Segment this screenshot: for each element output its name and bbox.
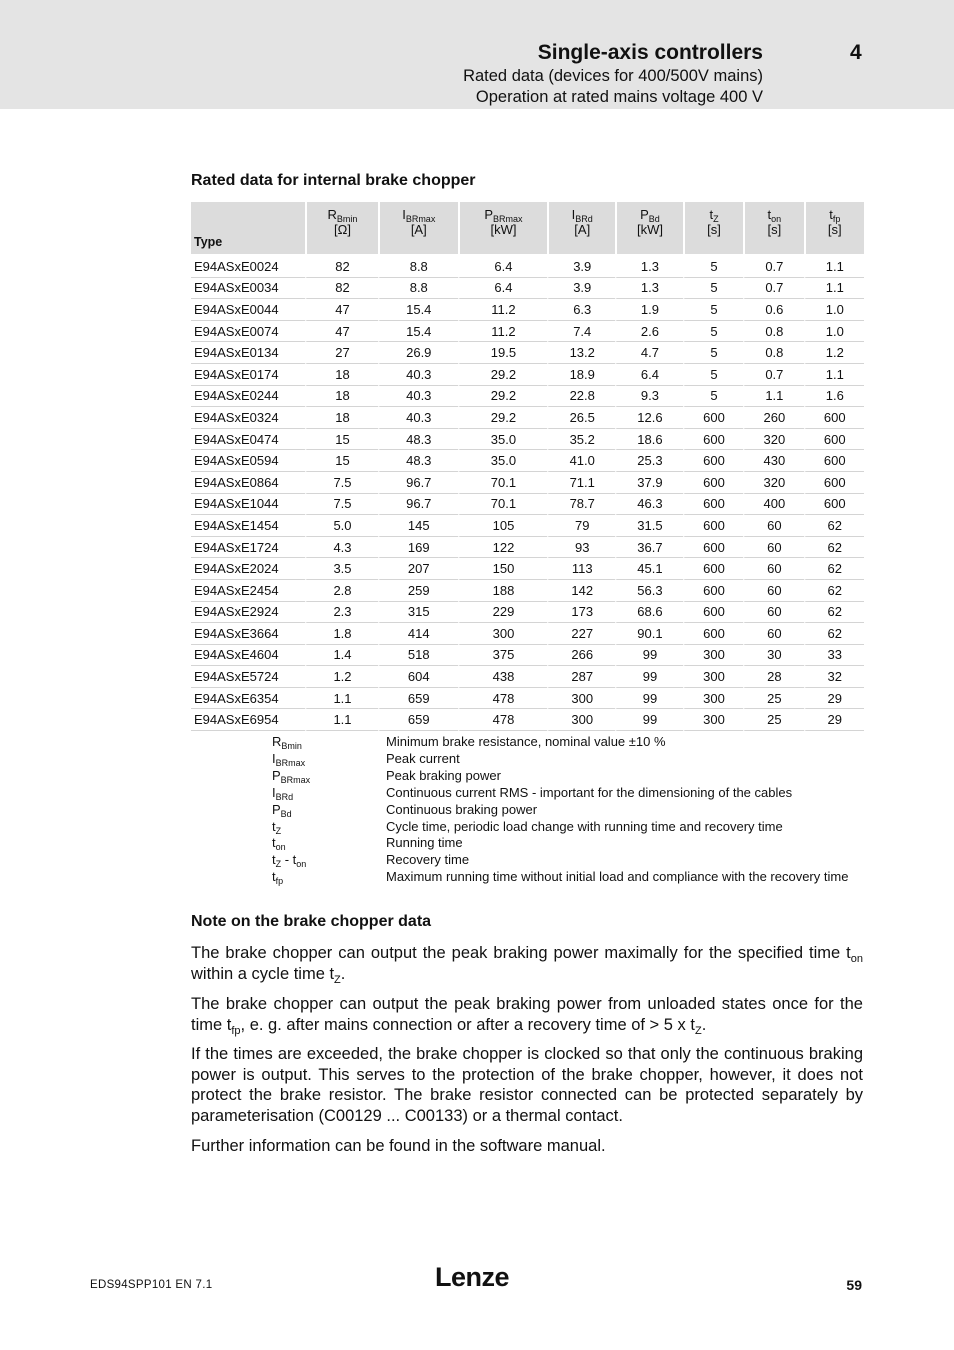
value-cell: 287 [547,666,615,688]
value-cell: 659 [378,688,458,710]
value-cell: 600 [804,407,864,429]
value-cell: 600 [804,429,864,451]
type-cell: E94ASxE0864 [191,472,305,494]
table-row [191,450,864,472]
value-cell: 229 [458,602,548,624]
value-cell: 99 [615,666,683,688]
value-cell: 600 [683,429,743,451]
legend-description: Minimum brake resistance, nominal value ±10 % [386,734,666,749]
value-cell: 19.5 [458,342,548,364]
symbol-legend [272,734,864,886]
type-cell: E94ASxE6954 [191,709,305,731]
table-row [191,688,864,710]
value-cell: 600 [683,558,743,580]
type-cell: E94ASxE0134 [191,342,305,364]
value-cell: 600 [804,494,864,516]
table-row [191,429,864,451]
value-cell: 1.1 [804,254,864,278]
table-row [191,623,864,645]
legend-symbol: $R_{Bmin}$ [272,734,302,751]
value-cell: 5.0 [305,515,378,537]
value-cell: 41.0 [547,450,615,472]
value-cell: 90.1 [615,623,683,645]
value-cell: 6.4 [615,364,683,386]
value-cell: 62 [804,602,864,624]
value-cell: 25 [743,688,803,710]
value-cell: 68.6 [615,602,683,624]
table-row [191,321,864,343]
chapter-subtitle-2: Operation at rated mains voltage 400 V [475,88,763,106]
value-cell: 8.8 [378,278,458,300]
value-cell: 35.0 [458,450,548,472]
type-cell: E94ASxE2924 [191,602,305,624]
legend-item [272,734,864,751]
value-cell: 300 [683,645,743,667]
value-cell: 0.8 [743,342,803,364]
value-cell: 600 [683,472,743,494]
value-cell: 5 [683,364,743,386]
value-cell: 0.7 [743,278,803,300]
type-cell: E94ASxE5724 [191,666,305,688]
value-cell: 300 [458,623,548,645]
value-cell: 28 [743,666,803,688]
value-cell: 600 [683,450,743,472]
table-row [191,515,864,537]
type-cell: E94ASxE1724 [191,537,305,559]
column-header: $P_{BRmax}$ [kW] [458,202,548,254]
value-cell: 25.3 [615,450,683,472]
legend-item [272,785,864,802]
value-cell: 5 [683,278,743,300]
type-cell: E94ASxE0024 [191,254,305,278]
value-cell: 5 [683,342,743,364]
chapter-title: Single-axis controllers [537,41,763,64]
value-cell: 32 [804,666,864,688]
legend-item [272,768,864,785]
column-header: $t_{fp}$ [s] [804,202,864,254]
type-cell: E94ASxE2024 [191,558,305,580]
legend-item [272,751,864,768]
value-cell: 35.0 [458,429,548,451]
section-title: Rated data for internal brake chopper [191,172,476,189]
value-cell: 29.2 [458,407,548,429]
value-cell: 1.1 [305,709,378,731]
value-cell: 37.9 [615,472,683,494]
value-cell: 79 [547,515,615,537]
value-cell: 60 [743,623,803,645]
value-cell: 1.6 [804,386,864,408]
value-cell: 105 [458,515,548,537]
value-cell: 62 [804,623,864,645]
value-cell: 18 [305,407,378,429]
type-cell: E94ASxE0044 [191,299,305,321]
value-cell: 5 [683,321,743,343]
footer-document-id: EDS94SPP101 EN 7.1 [90,1279,213,1291]
value-cell: 478 [458,709,548,731]
value-cell: 150 [458,558,548,580]
value-cell: 207 [378,558,458,580]
type-cell: E94ASxE6354 [191,688,305,710]
legend-description: Continuous braking power [386,801,538,817]
value-cell: 600 [683,537,743,559]
column-header: $t_Z$ [s] [683,202,743,254]
value-cell: 600 [683,407,743,429]
legend-symbol: $t_Z - t_{on}$ [272,852,307,870]
value-cell: 6.4 [458,254,548,278]
value-cell: 2.6 [615,321,683,343]
value-cell: 266 [547,645,615,667]
rated-data-table [191,202,864,731]
table-row [191,407,864,429]
type-cell: E94ASxE0074 [191,321,305,343]
value-cell: 260 [743,407,803,429]
value-cell: 600 [683,623,743,645]
value-cell: 1.8 [305,623,378,645]
value-cell: 3.9 [547,254,615,278]
value-cell: 2.8 [305,580,378,602]
value-cell: 300 [547,709,615,731]
value-cell: 15 [305,450,378,472]
value-cell: 60 [743,580,803,602]
paragraph-peak-time: The brake chopper can output the peak braking power maximally for the specified time $t_{on}$ within a cycle time $t_Z$. [191,944,863,986]
value-cell: 47 [305,321,378,343]
table-row [191,364,864,386]
table-row [191,602,864,624]
value-cell: 320 [743,429,803,451]
value-cell: 18 [305,386,378,408]
value-cell: 142 [547,580,615,602]
value-cell: 60 [743,537,803,559]
value-cell: 4.3 [305,537,378,559]
value-cell: 604 [378,666,458,688]
legend-item [272,869,864,886]
value-cell: 48.3 [378,429,458,451]
table-row [191,342,864,364]
value-cell: 1.1 [743,386,803,408]
note-title: Note on the brake chopper data [191,913,432,930]
value-cell: 8.8 [378,254,458,278]
value-cell: 62 [804,558,864,580]
legend-item [272,852,864,869]
legend-item [272,802,864,819]
value-cell: 15 [305,429,378,451]
page-number: 59 [846,1277,862,1293]
legend-symbol: $I_{BRmax}$ [272,750,306,768]
column-header: $I_{BRd}$ [A] [547,202,615,254]
value-cell: 82 [305,278,378,300]
value-cell: 99 [615,709,683,731]
legend-description: Peak braking power [386,767,501,783]
value-cell: 375 [458,645,548,667]
value-cell: 300 [683,666,743,688]
type-cell: E94ASxE3664 [191,623,305,645]
value-cell: 300 [683,688,743,710]
value-cell: 82 [305,254,378,278]
value-cell: 35.2 [547,429,615,451]
value-cell: 300 [683,709,743,731]
value-cell: 5 [683,254,743,278]
legend-description: Recovery time [386,852,470,868]
table-header-row [191,202,864,254]
value-cell: 659 [378,709,458,731]
value-cell: 29.2 [458,364,548,386]
value-cell: 15.4 [378,321,458,343]
value-cell: 400 [743,494,803,516]
legend-description: Peak current [386,750,460,766]
table-row [191,580,864,602]
legend-description: Cycle time, periodic load change with running time and recovery time [386,818,783,834]
column-header: $t_{on}$ [s] [743,202,803,254]
value-cell: 62 [804,515,864,537]
value-cell: 145 [378,515,458,537]
value-cell: 5 [683,299,743,321]
value-cell: 18.6 [615,429,683,451]
legend-description: Running time [386,835,463,851]
value-cell: 320 [743,472,803,494]
value-cell: 438 [458,666,548,688]
value-cell: 0.7 [743,364,803,386]
value-cell: 70.1 [458,472,548,494]
paragraph-further-info: Further information can be found in the software manual. [191,1137,606,1155]
value-cell: 600 [683,602,743,624]
value-cell: 600 [804,472,864,494]
value-cell: 600 [683,494,743,516]
value-cell: 9.3 [615,386,683,408]
table-row [191,537,864,559]
value-cell: 600 [683,515,743,537]
value-cell: 227 [547,623,615,645]
value-cell: 1.2 [305,666,378,688]
value-cell: 29 [804,688,864,710]
value-cell: 169 [378,537,458,559]
value-cell: 48.3 [378,450,458,472]
value-cell: 78.7 [547,494,615,516]
value-cell: 1.0 [804,321,864,343]
value-cell: 259 [378,580,458,602]
value-cell: 13.2 [547,342,615,364]
value-cell: 18 [305,364,378,386]
table-body [191,254,864,731]
table-row [191,254,864,278]
value-cell: 188 [458,580,548,602]
legend-description: Maximum running time without initial load and compliance with the recovery time [386,869,849,885]
value-cell: 29 [804,709,864,731]
value-cell: 47 [305,299,378,321]
value-cell: 99 [615,688,683,710]
value-cell: 56.3 [615,580,683,602]
value-cell: 62 [804,580,864,602]
value-cell: 3.9 [547,278,615,300]
value-cell: 300 [547,688,615,710]
value-cell: 3.5 [305,558,378,580]
table-row [191,472,864,494]
table-row [191,709,864,731]
value-cell: 71.1 [547,472,615,494]
legend-symbol: $t_Z$ [272,818,282,836]
value-cell: 7.5 [305,472,378,494]
value-cell: 1.4 [305,645,378,667]
value-cell: 518 [378,645,458,667]
table-row [191,299,864,321]
value-cell: 70.1 [458,494,548,516]
value-cell: 26.9 [378,342,458,364]
value-cell: 430 [743,450,803,472]
value-cell: 113 [547,558,615,580]
legend-symbol: $P_{BRmax}$ [272,767,311,785]
value-cell: 60 [743,558,803,580]
value-cell: 5 [683,386,743,408]
table-row [191,278,864,300]
value-cell: 22.8 [547,386,615,408]
value-cell: 7.5 [305,494,378,516]
value-cell: 600 [804,450,864,472]
value-cell: 40.3 [378,364,458,386]
lenze-logo: Lenze [435,1262,510,1292]
value-cell: 0.7 [743,254,803,278]
column-header: $R_{Bmin}$ [Ω] [305,202,378,254]
value-cell: 600 [683,580,743,602]
value-cell: 25 [743,709,803,731]
column-header: $I_{BRmax}$ [A] [378,202,458,254]
value-cell: 60 [743,602,803,624]
type-cell: E94ASxE1454 [191,515,305,537]
value-cell: 6.3 [547,299,615,321]
value-cell: 46.3 [615,494,683,516]
value-cell: 1.0 [804,299,864,321]
value-cell: 36.7 [615,537,683,559]
legend-item [272,819,864,836]
value-cell: 173 [547,602,615,624]
value-cell: 0.8 [743,321,803,343]
value-cell: 1.1 [804,278,864,300]
value-cell: 414 [378,623,458,645]
value-cell: 4.7 [615,342,683,364]
value-cell: 1.3 [615,254,683,278]
value-cell: 96.7 [378,472,458,494]
type-cell: E94ASxE2454 [191,580,305,602]
table-row [191,558,864,580]
value-cell: 26.5 [547,407,615,429]
type-cell: E94ASxE0034 [191,278,305,300]
value-cell: 40.3 [378,386,458,408]
type-cell: E94ASxE4604 [191,645,305,667]
column-header: $P_{Bd}$ [kW] [615,202,683,254]
value-cell: 93 [547,537,615,559]
value-cell: 60 [743,515,803,537]
value-cell: 6.4 [458,278,548,300]
value-cell: 1.3 [615,278,683,300]
legend-symbol: $I_{BRd}$ [272,784,294,802]
value-cell: 40.3 [378,407,458,429]
value-cell: 1.9 [615,299,683,321]
value-cell: 31.5 [615,515,683,537]
value-cell: 122 [458,537,548,559]
value-cell: 62 [804,537,864,559]
legend-description: Continuous current RMS - important for the dimensioning of the cables [386,784,793,800]
value-cell: 11.2 [458,299,548,321]
type-cell: E94ASxE0174 [191,364,305,386]
value-cell: 30 [743,645,803,667]
value-cell: 29.2 [458,386,548,408]
legend-symbol: $t_{fp}$ [272,869,284,887]
legend-symbol: $P_{Bd}$ [272,801,292,819]
value-cell: 27 [305,342,378,364]
value-cell: 7.4 [547,321,615,343]
value-cell: 0.6 [743,299,803,321]
value-cell: 18.9 [547,364,615,386]
value-cell: 478 [458,688,548,710]
type-cell: E94ASxE0244 [191,386,305,408]
value-cell: 33 [804,645,864,667]
type-cell: E94ASxE0474 [191,429,305,451]
value-cell: 1.1 [804,364,864,386]
type-cell: E94ASxE0324 [191,407,305,429]
legend-symbol: $t_{on}$ [272,835,286,853]
legend-item [272,835,864,852]
value-cell: 99 [615,645,683,667]
value-cell: 315 [378,602,458,624]
value-cell: 15.4 [378,299,458,321]
type-column-header: Type [191,202,305,254]
value-cell: 96.7 [378,494,458,516]
chapter-subtitle-1: Rated data (devices for 400/500V mains) [463,67,763,85]
table-row [191,494,864,516]
value-cell: 2.3 [305,602,378,624]
chapter-number: 4 [850,41,862,64]
value-cell: 45.1 [615,558,683,580]
value-cell: 12.6 [615,407,683,429]
table-row [191,666,864,688]
value-cell: 11.2 [458,321,548,343]
type-cell: E94ASxE1044 [191,494,305,516]
value-cell: 1.2 [804,342,864,364]
type-cell: E94ASxE0594 [191,450,305,472]
value-cell: 1.1 [305,688,378,710]
table-row [191,386,864,408]
paragraph-times-exceeded: If the times are exceeded, the brake chopper is clocked so that only the continuous braking power is output. This serves to the protection of the brake chopper, however, it does not protect the brake resistor. The brake resistor connected can be protected separately by parameterisation (C00129 ... C00133) or a thermal contact. [191,1045,863,1125]
paragraph-unloaded-states: The brake chopper can output the peak braking power from unloaded states once for the time $t_{fp}$, e. g. after mains connection or after a recovery time of > 5 x $t_Z$. [191,995,863,1037]
table-row [191,645,864,667]
